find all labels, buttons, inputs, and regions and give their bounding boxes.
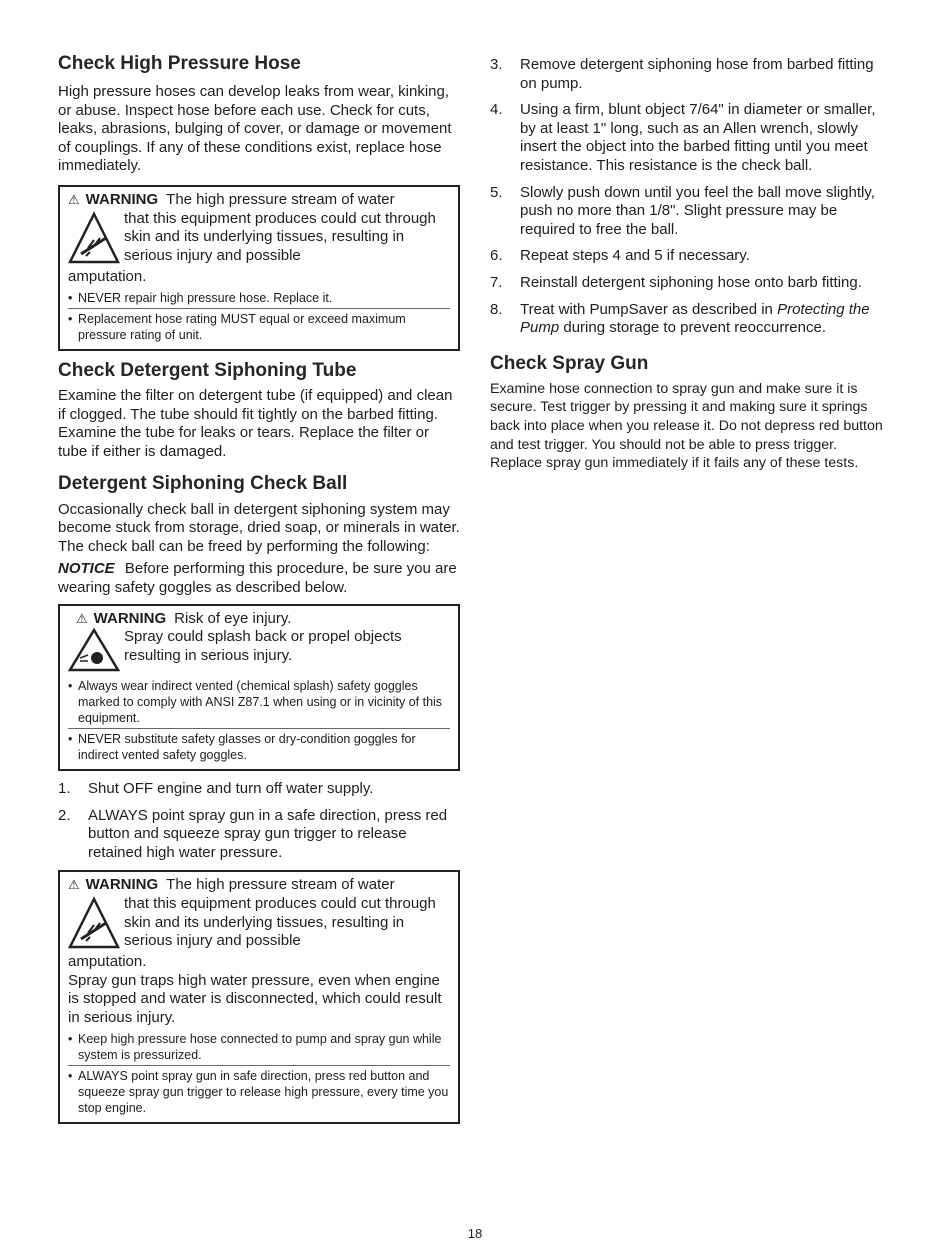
step-number: 6. xyxy=(490,247,503,265)
step-text: Using a firm, blunt object 7/64" in diameter or smaller, by at least 1" long, such as an Allen wrench, slowly insert the object into the barbed fitting until you meet resistance. This resistance is the check ball. xyxy=(520,101,876,174)
warning-lead: Risk of eye injury. xyxy=(174,609,292,627)
warning-bullets xyxy=(68,290,450,343)
page-number: 18 xyxy=(467,1226,483,1241)
notice-text: Before performing this procedure, be sure you are wearing safety goggles as described below. xyxy=(58,560,457,596)
cut-hazard-icon xyxy=(68,210,124,268)
warning-box-spray-gun xyxy=(58,870,460,1124)
steps-list-left xyxy=(58,780,460,862)
tube-paragraph: Examine the filter on detergent tube (if equipped) and clean if clogged. The tube should fit tightly on the barbed fitting. Examine the tube for leaks or tears. Replace the filter or tube if either is damaged. xyxy=(58,387,453,460)
warning-tail: amputation. xyxy=(68,267,147,285)
step-number: 1. xyxy=(58,780,71,798)
step-item xyxy=(490,101,890,175)
warning-bullet: • ALWAYS point spray gun in safe direction, press red button and squeeze spray gun trigger to release high pressure, every time you stop engine. xyxy=(68,1065,450,1116)
cut-hazard-icon xyxy=(68,895,124,953)
step-number: 2. xyxy=(58,806,71,824)
warning-bullet: • NEVER substitute safety glasses or dry-condition goggles for indirect vented safety goggles. xyxy=(68,728,450,763)
step-text: Reinstall detergent siphoning hose onto barb fitting. xyxy=(520,273,862,291)
step-number: 3. xyxy=(490,56,503,73)
notice-paragraph xyxy=(58,560,460,597)
warning-tail: amputation. xyxy=(68,953,147,971)
step-number: 7. xyxy=(490,273,503,291)
warning-box-hose xyxy=(58,185,460,351)
step-text: ALWAYS point spray gun in a safe direction, press red button and squeeze spray gun trigger to release retained high water pressure. xyxy=(88,806,448,861)
step-item xyxy=(58,780,460,799)
warning-text: that this equipment produces could cut through skin and its underlying tissues, resulting in serious injury and possible xyxy=(124,895,436,950)
spray-gun-paragraph: Examine hose connection to spray gun and make sure it is secure. Test trigger by pressing it and making sure it springs back into place when you release it. Do not depress red button and test trigger. You should not be able to press trigger. Replace spray gun immediately if it fails any of these tests. xyxy=(490,380,883,472)
warning-triangle-icon: ⚠ xyxy=(68,877,80,893)
warning-extra: Spray gun traps high water pressure, even when engine is stopped and water is disconnected, which could result in serious injury. xyxy=(68,971,442,1026)
notice-label: NOTICE xyxy=(58,560,115,578)
right-column xyxy=(490,56,890,473)
section-title-spray-gun: Check Spray Gun xyxy=(490,352,649,374)
step-text-italic: Protecting the Pump xyxy=(520,300,870,337)
warning-lead: The high pressure stream of water xyxy=(166,190,395,208)
step-item xyxy=(490,56,890,93)
warning-label: WARNING xyxy=(85,190,159,208)
warning-lead: The high pressure stream of water xyxy=(166,876,395,894)
step-item xyxy=(490,184,890,240)
warning-text: that this equipment produces could cut through skin and its underlying tissues, resulting in serious injury and possible xyxy=(124,209,436,264)
steps-list-right xyxy=(490,56,890,338)
warning-triangle-icon: ⚠ xyxy=(76,610,88,626)
warning-triangle-icon: ⚠ xyxy=(68,191,80,207)
warning-box-eye xyxy=(58,604,460,772)
left-column xyxy=(58,52,460,1124)
warning-text: Spray could splash back or propel objects resulting in serious injury. xyxy=(124,628,402,664)
step-item xyxy=(490,274,890,293)
step-item xyxy=(490,247,890,266)
section-title-ball: Detergent Siphoning Check Ball xyxy=(58,472,348,494)
section-title-tube: Check Detergent Siphoning Tube xyxy=(58,360,357,382)
warning-bullet: • NEVER repair high pressure hose. Replace it. xyxy=(68,290,450,306)
step-number: 8. xyxy=(490,300,503,318)
warning-label: WARNING xyxy=(93,609,167,627)
step-text: Repeat steps 4 and 5 if necessary. xyxy=(520,247,750,265)
step-text: Shut OFF engine and turn off water supply. xyxy=(88,780,374,798)
warning-bullet: • Keep high pressure hose connected to pump and spray gun while system is pressurized. xyxy=(68,1031,450,1063)
ball-paragraph: Occasionally check ball in detergent siphoning system may become stuck from storage, dried soap, or minerals in water. The check ball can be freed by performing the following: xyxy=(58,500,460,555)
step-text: Slowly push down until you feel the ball move slightly, push no more than 1/8". Slight pressure may be required to free the ball. xyxy=(520,183,875,238)
step-item xyxy=(58,807,460,863)
warning-bullets xyxy=(68,1031,450,1116)
step-item xyxy=(490,301,890,338)
step-number: 5. xyxy=(490,183,503,201)
hose-paragraph: High pressure hoses can develop leaks from wear, kinking, or abuse. Inspect hose before each use. Check for cuts, leaks, abrasions, bulging of cover, or damage or movement of couplings. If any of these conditions exist, replace hose immediately. xyxy=(58,83,452,175)
step-text-before: Treat with PumpSaver as described in xyxy=(520,300,778,318)
warning-bullet: • Always wear indirect vented (chemical splash) safety goggles marked to comply with ANSI Z87.1 when using or in vicinity of this equipment. xyxy=(68,678,450,726)
section-title-hose: Check High Pressure Hose xyxy=(58,53,301,74)
step-text-after: during storage to prevent reoccurrence. xyxy=(559,319,827,337)
warning-bullet: • Replacement hose rating MUST equal or exceed maximum pressure rating of unit. xyxy=(68,308,450,343)
warning-label: WARNING xyxy=(85,876,159,894)
eye-hazard-icon xyxy=(68,628,124,672)
warning-bullets xyxy=(68,678,450,763)
step-number: 4. xyxy=(490,101,503,119)
step-text: Remove detergent siphoning hose from barbed fitting on pump. xyxy=(520,56,874,92)
step-text xyxy=(520,301,890,338)
